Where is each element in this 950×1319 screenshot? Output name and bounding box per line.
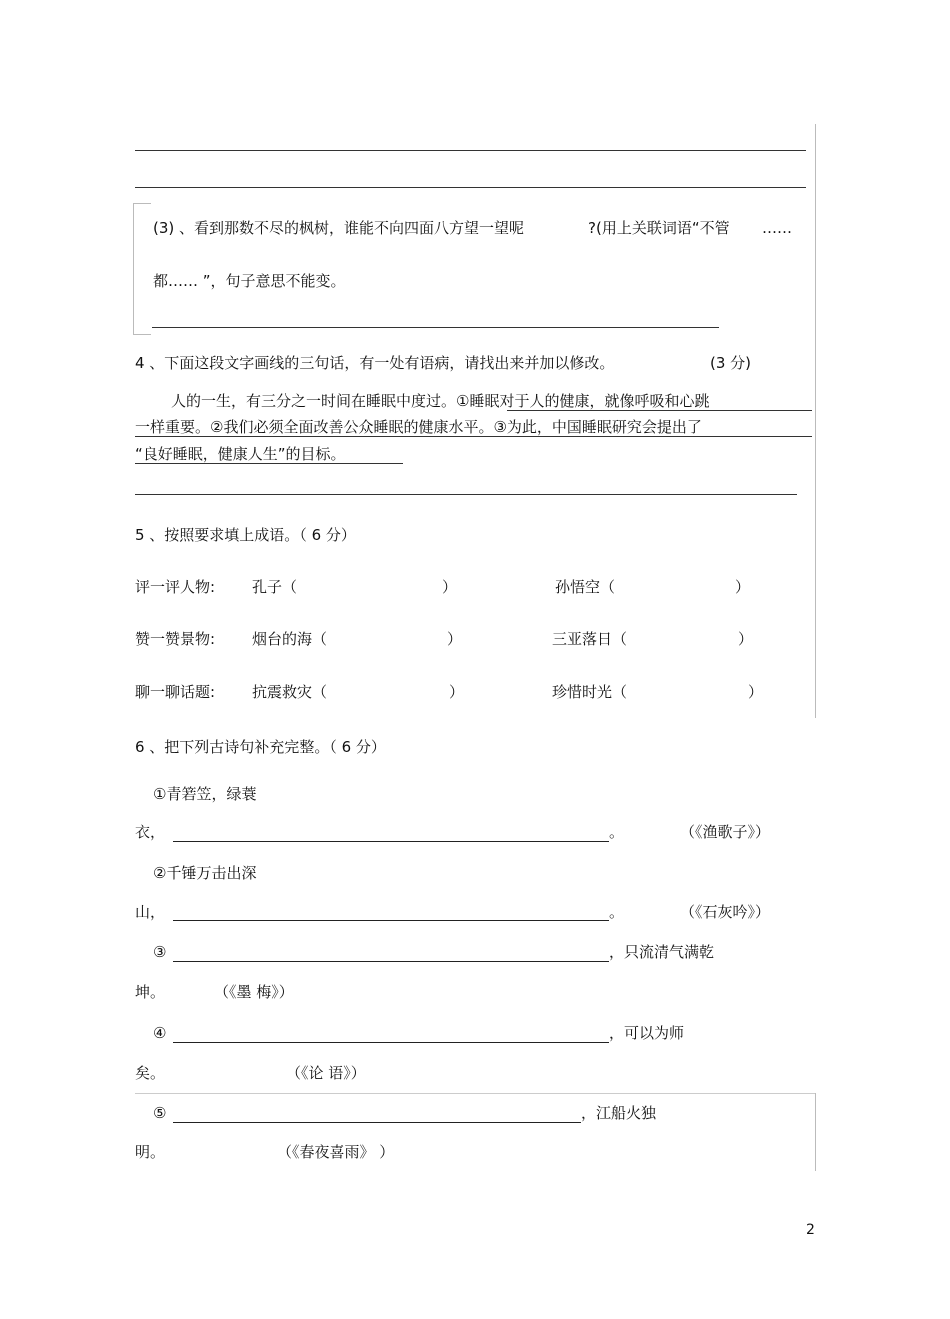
q5-item: 抗震救灾（ [252, 683, 328, 701]
q6-poem3-prefix: ③ [153, 943, 167, 961]
q3-answer-line[interactable] [152, 327, 719, 328]
q6-poem5-blank[interactable] [173, 1122, 581, 1123]
q4-underline [135, 436, 812, 437]
q5-row-label: 聊一聊话题: [135, 683, 216, 701]
q3-line2: 都…… ”，句子意思不能变。 [153, 272, 346, 290]
q6-poem2-blank[interactable] [173, 920, 609, 921]
q5-blank[interactable]: ） [735, 578, 751, 596]
q5-row-label: 赞一赞景物: [135, 630, 216, 648]
q5-blank[interactable]: ） [738, 630, 754, 648]
q6-poem4-line2: 矣。 [135, 1064, 166, 1082]
q6-poem5-box [135, 1093, 815, 1094]
q5-row-label: 评一评人物: [135, 578, 216, 596]
q6-poem2-source: （《石灰吟》） [680, 903, 771, 921]
q4-para-line3: “良好睡眠，健康人生”的目标。 [135, 445, 346, 463]
q5-blank[interactable]: ） [447, 630, 463, 648]
q6-poem4-source: （《论 语》） [286, 1064, 366, 1082]
q4-score: (3 分) [710, 354, 752, 372]
q3-bracket [133, 203, 151, 335]
q6-poem1-source: （《渔歌子》） [680, 823, 771, 841]
q6-poem4-tail: ，可以为师 [609, 1024, 685, 1042]
q6-poem2-source-text: 《石灰吟》） [695, 903, 771, 921]
q5-item: 孙悟空（ [555, 578, 616, 596]
q4-title: 4 、下面这段文字画线的三句话，有一处有语病，请找出来并加以修改。 [135, 354, 615, 372]
q6-poem1-source-text: 《渔歌子》） [695, 823, 771, 841]
answer-line[interactable] [135, 187, 806, 188]
q6-poem5-line2: 明。 [135, 1143, 166, 1161]
q5-item: 珍惜时光（ [552, 683, 628, 701]
q5-item: 三亚落日（ [552, 630, 628, 648]
q5-item: 孔子（ [252, 578, 298, 596]
q6-poem2-end: 。 [609, 903, 625, 921]
q4-para-line1: 人的一生，有三分之一时间在睡眠中度过。①睡眠对于人的健康，就像呼吸和心跳 [171, 392, 710, 410]
margin-rule [815, 1093, 816, 1171]
answer-line[interactable] [135, 150, 806, 151]
q4-para-line2: 一样重要。②我们必须全面改善公众睡眠的健康水平。③为此，中国睡眠研究会提出了 [135, 418, 702, 436]
q3-line1: (3) 、看到那数不尽的枫树，谁能不向四面八方望一望呢 [153, 219, 525, 237]
q6-poem5-prefix: ⑤ [153, 1104, 167, 1122]
q5-blank[interactable]: ） [748, 683, 764, 701]
q5-blank[interactable]: ） [442, 578, 458, 596]
q6-poem3-blank[interactable] [173, 961, 609, 962]
margin-rule [815, 124, 816, 718]
q6-poem3-tail: ，只流清气满乾 [609, 943, 715, 961]
q6-poem2-prefix: 山， [135, 903, 166, 921]
q6-poem4-blank[interactable] [173, 1042, 609, 1043]
q5-title: 5 、按照要求填上成语。（ 6 分） [135, 526, 356, 544]
page-number: 2 [806, 1222, 815, 1238]
q6-poem4-prefix: ④ [153, 1024, 167, 1042]
q6-poem5-source: （《春夜喜雨》 ） [277, 1143, 395, 1161]
q4-answer-line[interactable] [135, 494, 797, 495]
q6-poem1-line1: ①青箬笠，绿蓑 [153, 785, 257, 803]
q6-poem3-source: （《墨 梅》） [214, 983, 294, 1001]
q6-poem1-blank[interactable] [173, 841, 609, 842]
q6-poem2-line1: ②千锤万击出深 [153, 864, 257, 882]
q6-poem3-line2: 坤。 [135, 983, 166, 1001]
q5-blank[interactable]: ） [449, 683, 465, 701]
q4-underline [507, 410, 812, 411]
q3-line1-tail: ?(用上关联词语“不管 [588, 219, 730, 237]
q4-underline [135, 463, 403, 464]
q5-item: 烟台的海（ [252, 630, 328, 648]
q3-ellipsis: …… [762, 219, 792, 237]
q6-poem5-tail: ，江船火独 [581, 1104, 657, 1122]
q6-title: 6 、把下列古诗句补充完整。（ 6 分） [135, 738, 386, 756]
q6-poem1-end: 。 [609, 823, 625, 841]
q6-poem1-prefix: 衣， [135, 823, 166, 841]
